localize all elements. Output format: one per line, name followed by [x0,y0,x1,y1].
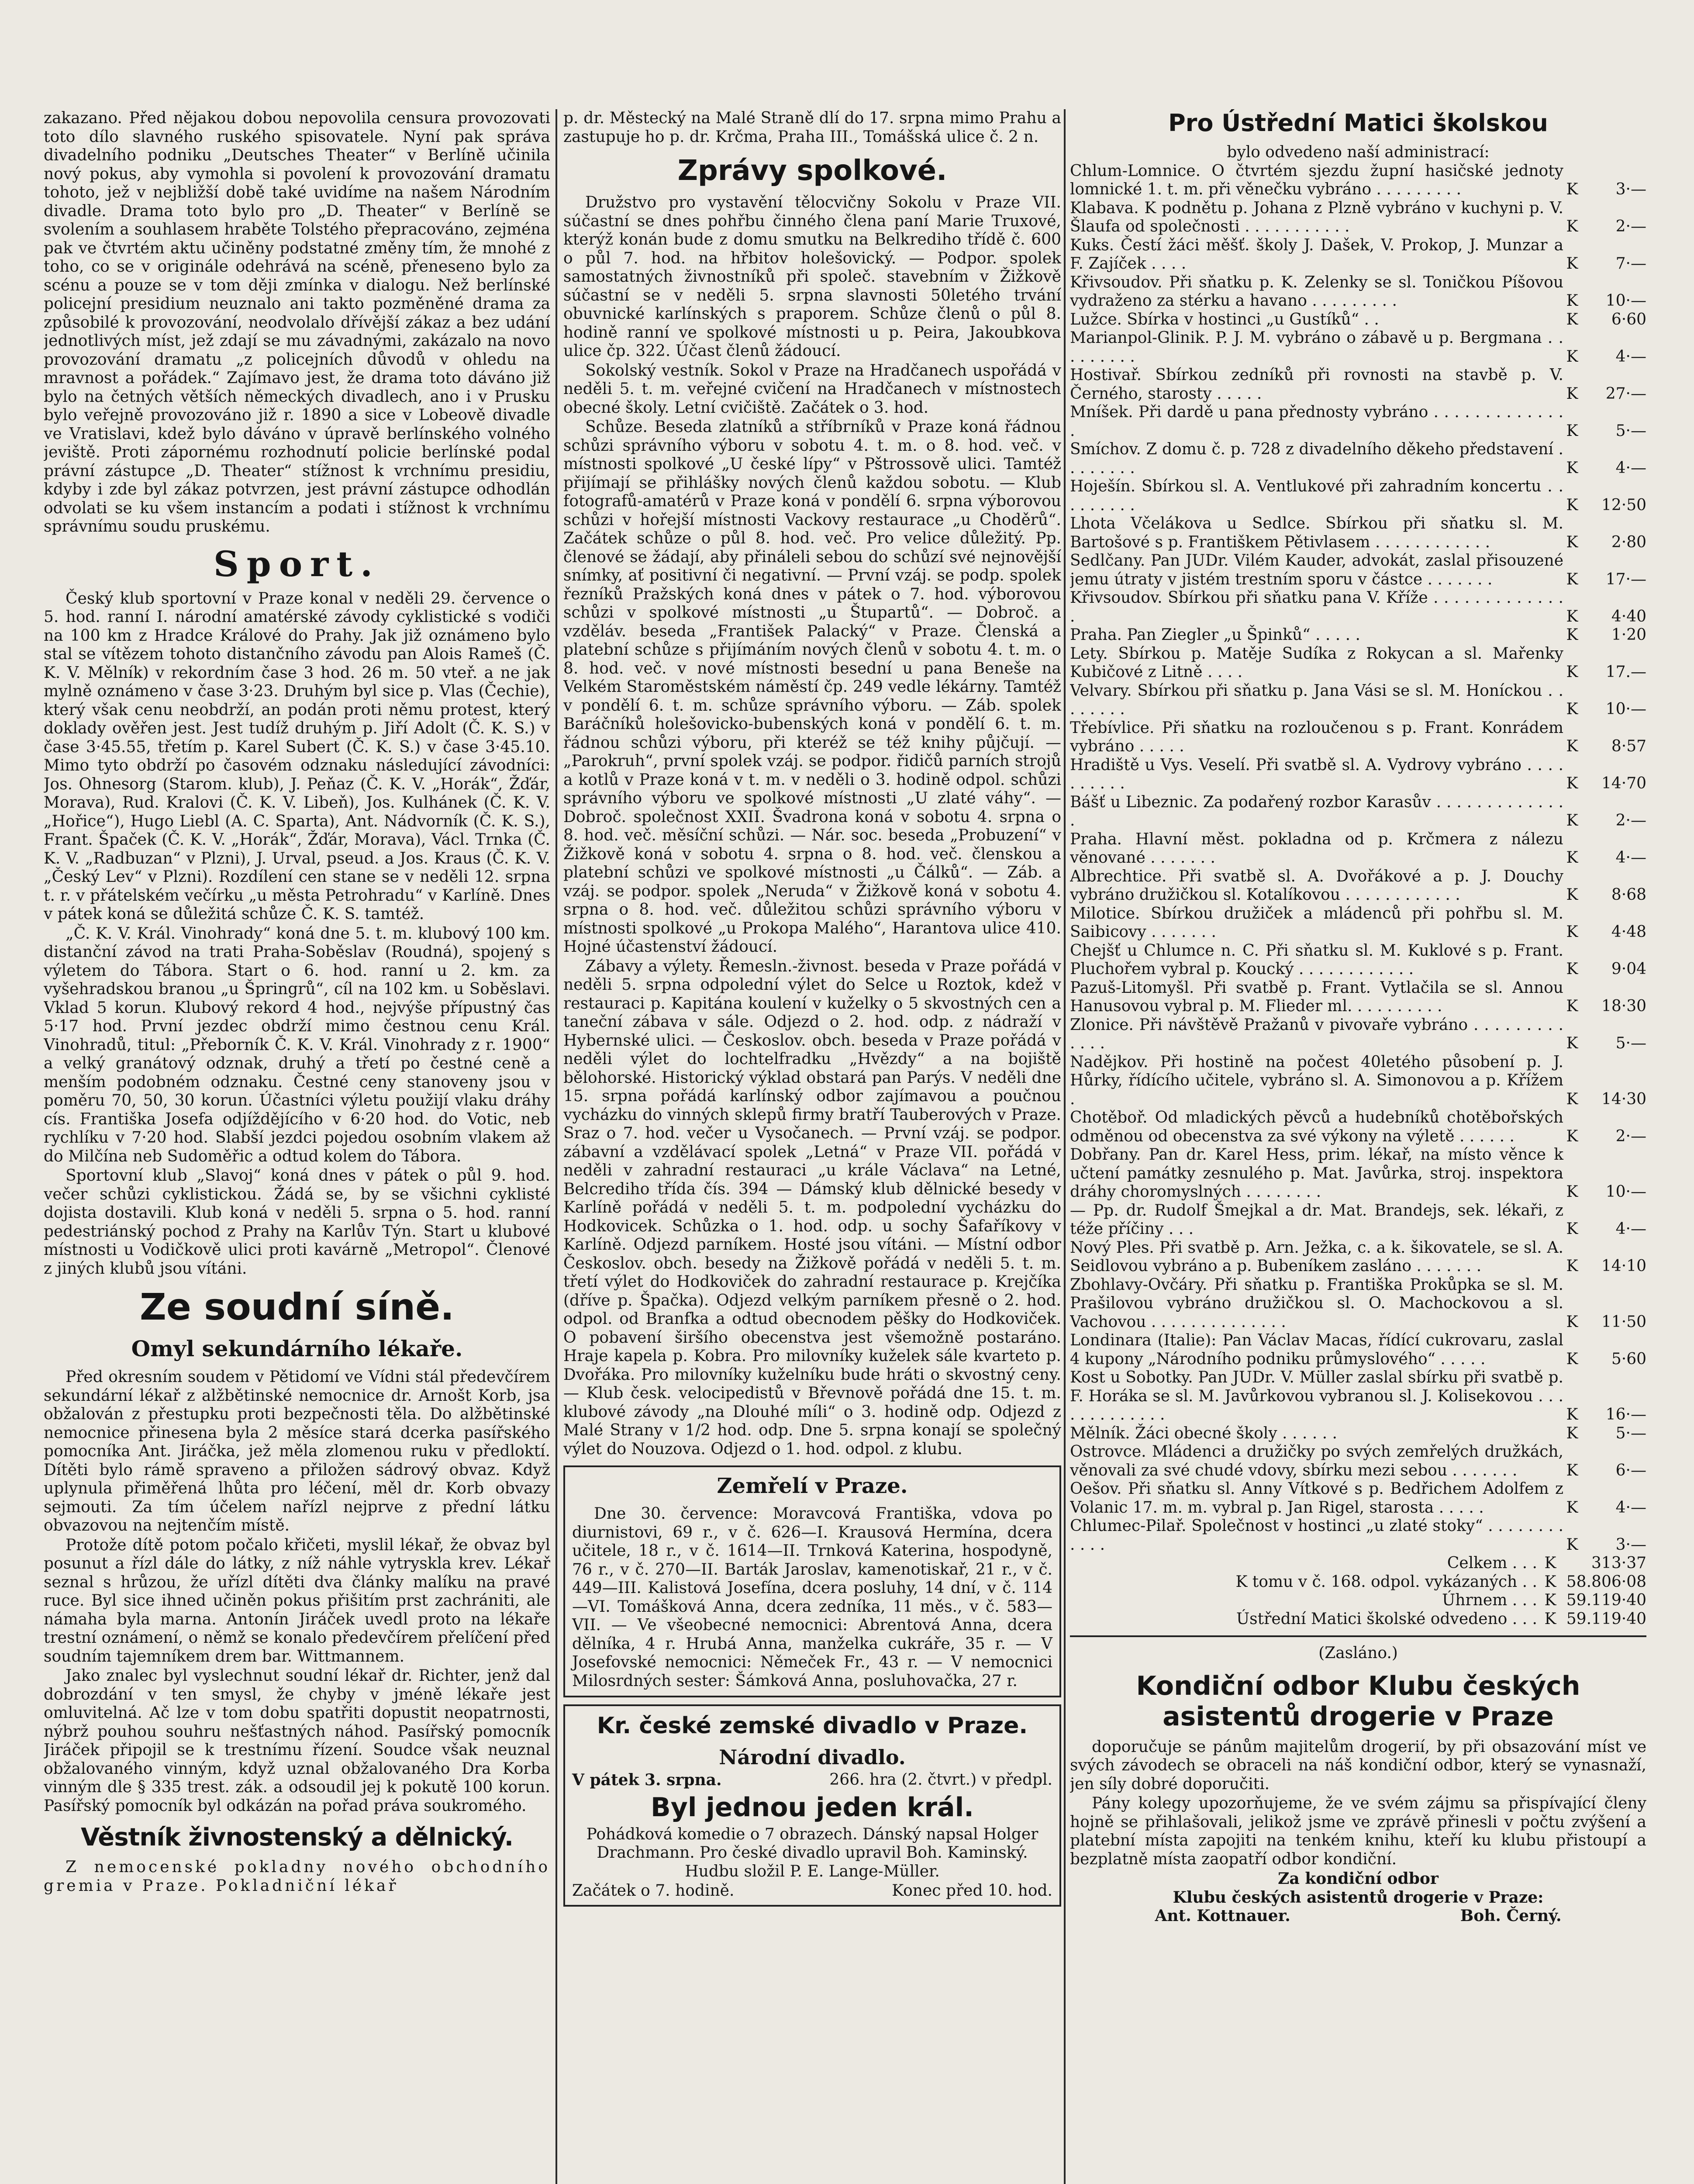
sport-paragraph-1: Český klub sportovní v Praze konal v neděli 29. července o 5. hod. ranní I. národní amatérské závody cyklistické s vodiči na 100 km z Hradce Králové do Prahy. Jak již oznámeno bylo stal se vítězem tohoto distančního závodu pan Alois Rameš (Č. K. V. Mělník) v rekordním čase 3 hod. 26 m. 50 vteř. a ne jak mylně oznámeno v čase 3·23. Druhým byl sice p. Vlas (Čechie), který však cenu neobdrží, an podán proti němu protest, který doklady ověřen jest. Jest tudíž druhým p. Jiří Adolt (Č. K. S.) v čase 3·45.55, třetím p. Karel Subert (Č. K. S.) v čase 3·45.10. Mimo tyto obdrží po časovém odznaku následující závodníci: Jos. Ohnesorg (Starom. klub), J. Peňaz (Č. K. V. „Horák“, Žďár, Morava), Rud. Kralovi (Č. K. V. Libeň), Jos. Kulhánek (Č. K. V. „Hořice“), Hugo Liebl (A. C. Sparta), Ant. Nádvorník (Č. K. S.), Frant. Špaček (Č. K. V. „Horák“, Žďár, Morava), Václ. Trnka (Č. K. V. „Radbuzan“ v Plzni), J. Urval, pseud. a Jos. Kraus (Č. K. V. „Český Lev“ v Plzni). Rozdílení cen stane se v neděli 12. srpna t. r. v přátelském večírku „u města Petrohradu“ v Karlíně. Dnes v pátek koná se důležitá schůze Č. K. S. tamtéž. [44,589,550,923]
donation-entry [1070,756,1646,793]
column-divider [1064,109,1066,2184]
currency-label: K [1566,1406,1578,1424]
donation-entry [1070,552,1646,589]
donation-text: Marianpol-Glinik. P. J. M. vybráno o zábavě u p. Bergmana . . . . . . . . . [1070,329,1563,366]
currency-label: K [1566,960,1578,978]
donation-amount: 2·— [1615,1127,1646,1145]
spolk-paragraph-4: Zábavy a výlety. Řemesln.-živnost. beseda v Praze pořádá v neděli 5. srpna odpolední výlet do Selce u Roztok, kdež v restauraci p. Kapitána koulení v kuželky o 5 skvostných cen a taneční zábava v sále. Odjezd o 2. hod. odp. z nádraží v Hybernské ulici. — Českoslov. obch. beseda v Praze pořádá v neděli výlet do lochtelfradku „Hvězdy“ a na bojiště bělohorské. Historický výklad obstará pan Parýs. V neděli dne 15. srpna pořádá karlínský odbor zajímavou a poučnou vycházku do vinných sklepů firmy bratří Tauberových v Praze. Sraz o 7. hod. večer u Vysočanech. — První vzáj. se podpor. zábavní a vzdělávací spolek „Letná“ v Praze VII. pořádá v neděli v zahradní restauraci „u krále Václava“ na Letné, Belcrediho třída čís. 394 — Dámský klub dělnické besedy v Karlíně pořádá v neděli 5. t. m. podpolední vycházku do Hodkovicek. Schůzka o 1. hod. odp. u sochy Šafaříkovy v Karlíně. Odjezd parníkem. Hosté jsou vítáni. — Místní odbor Českoslov. obch. besedy na Žižkově pořádá v neděli 5. t. m. třetí výlet do Hodkoviček do zahradní restaurace p. Krejčíka (dříve p. Špačka). Odjezd velkým parníkem přesně o 2. hod. odpol. od Branfka a odtud obecnodem pěšky do Hodkoviček. O pobavení širšího obecenstva jest všemožně postaráno. Hraje kapela p. Kobra. Pro milovníky kuželek sále kvarteto p. Dvořáka. Pro milovníky kuželníku bude hráti o skvostný ceny. — Klub česk. velocipedistů v Břevnově pořádá dne 15. t. m. klubové závody „na Dlouhé míli“ o 3. hodině odp. Odjezd z Malé Strany v 1/2 hod. odp. Dne 5. srpna konají se společný výlet do Nouzova. Odjezd o 1. hod. odpol. z klubu. [563,957,1061,1458]
donation-entry [1070,199,1646,236]
sport-heading: Sport. [213,543,381,584]
currency-label: K [1566,1127,1578,1145]
donation-text: Hostivař. Sbírkou zedníků při rovnosti na stavbě p. V. Černého, starosty . . . . . [1070,366,1563,403]
donation-entry [1070,329,1646,366]
currency-label: K [1566,1090,1578,1108]
sport-paragraph-2: „Č. K. V. Král. Vinohrady“ koná dne 5. t. m. klubový 100 km. distanční závod na trati Praha-Soběslav (Roudná), spojený s výletem do Tábora. Start o 6. hod. ranní u 2. km. za vyšehradskou branou „u Špringrů“, cíl na 102 km. u Soběslavi. Vklad 5 korun. Klubový rekord 4 hod., nejvýše přípustný čas 5·17 hod. První jezdec obdrží mimo čestnou cenu Král. Vinohradů, titul: „Přeborník Č. K. V. Král. Vinohrady z r. 1900“ a velký granátový odznak, druhý a třetí po čestné ceně a menším podobném odznaku. Čestné ceny stanoveny jsou v poměru 70, 50, 30 korun. Účastníci výletu použijí vlaku dráhy cís. Františka Josefa odjíždějícího v 6·20 hod. do Votic, neb rychlíku v 7·20 hod. Slabší jezdci pojedou osobním vlakem až do Milčína neb Sudoměřic a odtud kolem do Tábora. [44,924,550,1165]
kond-signer-2: Boh. Černý. [1460,1907,1562,1925]
total-row [1070,1591,1646,1610]
donation-entry [1070,867,1646,905]
theatre-subheading: Národní divadlo. [719,1745,906,1769]
donation-entry [1070,942,1646,979]
donation-amount: 18·30 [1601,997,1646,1015]
currency-label: K [1566,384,1578,403]
court-heading: Ze soudní síně. [139,1286,455,1328]
donation-text: Křivsoudov. Sbírkou při sňatku pana V. Kříže . . . . . . . . . . . . . . [1070,589,1563,625]
total-value: 58.806·08 [1566,1572,1646,1591]
currency-label: K [1544,1572,1556,1591]
donation-text: Smíchov. Z domu č. p. 728 z divadelního děkeho představení . . . . . . . . [1070,440,1563,477]
kond-signature-2: Klubu českých asistentů drogerie v Praze: [1173,1888,1544,1907]
currency-label: K [1566,1183,1578,1201]
donation-text: Lužce. Sbírka v hostinci „u Gustíků“ . . [1070,310,1379,328]
divider [1070,1635,1646,1637]
total-label: Celkem . . . [1447,1554,1537,1572]
kond-heading: Kondiční odbor Klubu českých asistentů drogerie v Praze [1136,1670,1580,1732]
donation-amount: 4·— [1615,459,1646,477]
donation-text: Mníšek. Při dardě u pana přednosty vybráno . . . . . . . . . . . . . . [1070,403,1563,440]
donation-entry [1070,403,1646,440]
donation-text: Klabava. K podnětu p. Johana z Plzně vybráno v kuchyni p. V. Šlaufa od společnosti . . . . . . . . . . . [1070,199,1563,235]
donation-text: Bášť u Libeznic. Za podařený rozbor Karasův . . . . . . . . . . . . . . [1070,793,1563,829]
donation-amount: 3·— [1615,1535,1646,1554]
donation-amount: 8·57 [1611,737,1646,755]
doctor-notice: p. dr. Městecký na Malé Straně dlí do 17. srpna mimo Prahu a zastupuje ho p. dr. Krčma, Praha III., Tomášská ulice č. 2 n. [563,109,1061,146]
donation-entry [1070,793,1646,830]
totals-block [1070,1554,1646,1628]
court-paragraph-3: Jako znalec byl vyslechnut soudní lékař dr. Richter, jenž dal dobrozdání v ten smysl, že chyby v jméně lékaře jest omluvitelná. Ač lze v tom dobu spatřiti dopustit neopatrnosti, nýbrž pouhou souhru nešťastných náhod. Pasířský pomocník Jiráček připojil se k trestnímu řízení. Soudce však neuznal obžalovaného vinným, když uznal obžalovaného Dra Korba vinným dle § 335 trest. zák. a odsoudil jej k pokutě 100 korun. Pasířský pomocník byl odkázán na pořad práva soukromého. [44,1667,550,1815]
donation-amount: 12·50 [1601,496,1646,514]
donation-text: Nadějkov. Při hostině na počest 40letého působení p. J. Hůrky, řídícího učitele, vybráno sl. A. Simonovou a p. Křížem . [1070,1053,1563,1108]
donation-entry [1070,905,1646,942]
donation-text: Hradiště u Vys. Veselí. Při svatbě sl. A. Vydrovy vybráno . . . . . . . . . . [1070,756,1563,792]
donation-amount: 11·50 [1601,1313,1646,1331]
donation-text: — Pp. dr. Rudolf Šmejkal a dr. Mat. Brandejs, sek. lékaři, z téže příčiny . . . [1070,1201,1563,1238]
column-right [1070,109,1646,2184]
donation-text: Chlumec-Pilař. Společnost v hostinci „u zlaté stoky“ . . . . . . . . . . . . [1070,1517,1563,1554]
total-value: 59.119·40 [1566,1610,1646,1628]
donation-amount: 4·40 [1611,607,1646,625]
total-value: 59.119·40 [1566,1591,1646,1609]
donation-amount: 14·70 [1601,774,1646,792]
total-label: Ústřední Matici školské odvedeno . . . [1236,1610,1537,1628]
donation-text: Třebívlice. Při sňatku na rozloučenou s p. Frant. Konrádem vybráno . . . . . [1070,719,1563,755]
donation-amount: 4·— [1615,1498,1646,1517]
donation-entry [1070,440,1646,477]
donation-amount: 3·— [1615,180,1646,198]
donation-amount: 4·48 [1611,923,1646,941]
donation-text: Kost u Sobotky. Pan JUDr. V. Müller zaslal sbírku při svatbě p. F. Horáka se sl. M. Javůrkovou vybranou sl. J. Kolisekovou . . . . . . . . . . . . . [1070,1368,1563,1424]
donation-amount: 27·— [1605,384,1646,403]
donation-text: Křivsoudov. Při sňatku p. K. Zelenky se sl. Toničkou Píšovou vydraženo za stérku a havano . . . . . . . . . [1070,273,1563,310]
donation-amount: 14·30 [1601,1090,1646,1108]
donation-entry [1070,273,1646,311]
donation-entry [1070,311,1646,329]
donation-entry [1070,1517,1646,1554]
donation-amount: 9·04 [1611,960,1646,978]
donation-amount: 4·— [1615,849,1646,867]
currency-label: K [1566,496,1578,514]
currency-label: K [1566,923,1578,941]
donation-list [1070,162,1646,1555]
donation-entry [1070,1016,1646,1053]
theatre-date: V pátek 3. srpna. [572,1771,722,1789]
donation-entry [1070,515,1646,552]
currency-label: K [1544,1554,1556,1572]
column-left [44,109,550,2184]
currency-label: K [1566,1257,1578,1275]
donation-amount: 10·— [1605,292,1646,310]
donation-amount: 6·— [1615,1461,1646,1479]
play-title: Byl jednou jeden král. [651,1792,974,1823]
donation-text: Kuks. Čestí žáci měšť. školy J. Dašek, V. Prokop, J. Munzar a F. Zajíček . . . . [1070,236,1563,273]
donation-text: Sedlčany. Pan JUDr. Vilém Kauder, advokát, zaslal přisouzené jemu útraty v jistém trestním sporu v částce . . . . . . . [1070,552,1563,588]
deaths-text: Dne 30. července: Moravcová Františka, vdova po diurnistovi, 69 r., v č. 626—I. Krausová Hermína, dcera učitele, 18 r., v č. 1614—II. Trnková Katerina, hospodyně, 76 r., v č. 270—II. Barták Jaroslav, kamenotiskař, 21 r., v č. 449—III. Kalistová Josefína, dcera posluhy, 14 dní, v č. 114—VI. Tomášková Anna, dcera zedníka, 11 měs., v č. 583—VII. — Ve všeobecné nemocnici: Abrentová Anna, dcera dělníka, 4 r. Hrubá Anna, manželka cukráře, 35 r. — V Josefovské nemocnici: Němeček Fr., 43 r. — V nemocnici Milosrdných sester: Šámková Anna, posluhovačka, 27 r. [572,1505,1052,1690]
total-label: K tomu v č. 168. odpol. vykázaných . . [1235,1572,1537,1591]
currency-label: K [1566,849,1578,867]
currency-label: K [1566,812,1578,829]
donation-text: Milotice. Sbírkou družiček a mládenců při pohřbu sl. M. Saibicovy . . . . . . . [1070,904,1563,941]
play-start: Začátek o 7. hodině. [572,1882,735,1900]
total-row [1070,1610,1646,1629]
donation-text: Mělník. Žáci obecné školy . . . . . . [1070,1424,1337,1442]
donation-text: Praha. Hlavní měst. pokladna od p. Krčmera z nálezu věnované . . . . . . . [1070,830,1563,867]
donation-amount: 4·— [1615,347,1646,366]
donation-amount: 5·— [1615,422,1646,440]
currency-label: K [1566,1350,1578,1368]
donation-text: Chejšť u Chlumce n. C. Při sňatku sl. M. Kuklové s p. Frant. Pluchořem vybral p. Koucký . . . . . . . . . . . . [1070,941,1563,978]
donation-text: Zlonice. Při návštěvě Pražanů v pivovaře vybráno . . . . . . . . . . . . . [1070,1016,1563,1052]
donation-entry [1070,1239,1646,1276]
donation-entry [1070,979,1646,1016]
play-description: Pohádková komedie o 7 obrazech. Dánský napsal Holger Drachmann. Pro české divadlo upravil Boh. Kaminský. Hudbu složil P. E. Lange-Müller. [586,1825,1038,1880]
court-subheading: Omyl sekundárního lékaře. [131,1336,463,1362]
donation-amount: 7·— [1615,255,1646,273]
play-times [572,1882,1052,1901]
donation-amount: 2·— [1615,218,1646,235]
donation-entry [1070,1331,1646,1368]
currency-label: K [1566,607,1578,625]
donation-entry [1070,589,1646,626]
currency-label: K [1566,570,1578,588]
deaths-box [563,1465,1061,1697]
spolk-heading: Zprávy spolkové. [677,155,947,187]
theatre-box [563,1704,1061,1907]
donation-entry [1070,682,1646,719]
donation-entry [1070,162,1646,199]
donation-entry [1070,830,1646,867]
donation-text: Velvary. Sbírkou při sňatku p. Jana Vási se sl. M. Honíckou . . . . . . . . [1070,681,1563,718]
donation-text: Hoješín. Sbírkou sl. A. Ventlukové při zahradním koncertu . . . . . . . . . [1070,477,1563,514]
spolk-paragraph-1: Družstvo pro vystavění tělocvičny Sokolu v Praze VII. súčastní se dnes pohřbu činného člena paní Marie Truxové, kterýž konán bude z domu smutku na Belkrediho třídě č. 600 o půl 7. hod. na hřbitov holešovický. — Podpor. spolek samostatných živnostníků při společ. stavebním v Žižkově súčastní se v neděli 5. srpna slavnosti 50letého trvání obuvnické karlínských s praporem. Schůze členů o půl 8. hodině ranní ve spolkové místnosti u p. Peira, Jakoubkova ulice čp. 322. Účast členů žádoucí. [563,194,1061,360]
donation-entry [1070,1202,1646,1239]
donation-text: Ostrovce. Mládenci a družičky po svých zemřelých družkách, věnovali za své chudé vdovy, sbírku mezi sebou . . . . . . . [1070,1443,1563,1479]
censorship-article: zakazano. Před nějakou dobou nepovolila censura provozovati toto dílo slavného ruského spisovatele. Nyní pak správa divadelního podniku „Deutsches Theater“ v Berlíně učinila nový pokus, aby vymohla si povolení k provozování dramatu tohoto, jež v nejbližší době také uvidíme na našem Národním divadle. Drama toto bylo pro „D. Theater“ v Berlíně se svolením a souhlasem hraběte Tolstého přepracováno, zejména pak ve čtvrtém aktu učiněny podstatné změny tím, že mnohé z toho, co se v originále odehrává na scéně, přeneseno bylo za scénu a pouze se v tom ději zmínka v dialogu. Než berlínské policejní presidium neuznalo ani takto pozměněné drama za způsobilé k provozování, neodvolalo dřívější zákaz a bez udání jednotlivých míst, jež zdají se mu závadnými, zakázalo na novo provozování dramatu „z policejních důvodů v ohledu na mravnost a pořádek.“ Zajímavo jest, že drama toto dáváno již bylo na četných větších německých divadlech, ano i v Prusku bylo veřejně provozováno již r. 1890 a sice v Lobeově divadle ve Vratislavi, kdež bylo dáváno v úpravě berlínského volného jeviště. Proti zápornému rozhodnutí policie berlínské podal právní zástupce „D. Theater“ stížnost k vrchnímu presidiu, kdyby i zde byl zákaz potvrzen, jest právní zástupce odhodlán odvolati se ku všem instancím a podati i stížnost k vrchnímu správnímu soudu pruskému. [44,109,550,536]
court-paragraph-1: Před okresním soudem v Pětidomí ve Vídni stál předevčírem sekundární lékař z alžbětinské nemocnice dr. Arnošt Korb, jsa obžalován z přestupku proti bezpečnosti těla. Do alžbětinské nemocnice přinesena byla 2 měsíce stará dcerka pasířského pomocníka Ant. Jiráčka, jež měla zlomenou ruku v předloktí. Dítěti bylo rámě spraveno a přiložen sádrový obvaz. Když uplynula přiměřená lhůta pro léčení, měl dr. Korb obvazy sejmouti. Za tím účelem nařízl nejprve z přední látku obvazovou na nejtenčím místě. [44,1368,550,1534]
donation-text: Pazuš-Litomyšl. Při svatbě p. Frant. Vytlačila se sl. Annou Hanusovou vybral p. M. Flieder ml. . . . . . . . . . [1070,978,1563,1015]
donation-entry [1070,1109,1646,1146]
currency-label: K [1566,1461,1578,1479]
kond-signer-1: Ant. Kottnauer. [1155,1907,1290,1925]
donation-text: Lety. Sbírkou p. Matěje Sudíka z Rokycan a sl. Mařenky Kubičové z Litně . . . . [1070,644,1563,681]
donation-entry [1070,719,1646,756]
currency-label: K [1566,533,1578,551]
donation-text: Lhota Včelákova u Sedlce. Sbírkou při sňatku sl. M. Bartošové s p. Františkem Pětivlasem . . . . . . . . . . . . [1070,515,1563,551]
currency-label: K [1566,886,1578,904]
currency-label: K [1566,626,1578,644]
donation-entry [1070,1276,1646,1332]
vestnik-paragraph: Z nemocenské pokladny nového obchodního gremia v Praze. Pokladniční lékař [44,1858,550,1895]
donation-text: Praha. Pan Ziegler „u Špinků“ . . . . . [1070,626,1360,644]
donation-entry [1070,645,1646,682]
currency-label: K [1566,347,1578,366]
donation-entry [1070,1480,1646,1517]
donation-entry [1070,1368,1646,1424]
donation-text: Chlum-Lomnice. O čtvrtém sjezdu župní hasičské jednoty lomnické 1. t. m. při věnečku vybráno . . . . . . . . . [1070,162,1563,198]
play-end: Konec před 10. hod. [892,1882,1052,1900]
donation-text: Albrechtice. Při svatbě sl. A. Dvořákové a p. J. Douchy vybráno družičkou sl. Kotalíkovou . . . . . . . . . . . . [1070,867,1563,904]
kond-signature-names [1070,1907,1646,1925]
theatre-heading: Kr. české zemské divadlo v Praze. [597,1713,1028,1739]
total-row [1070,1554,1646,1573]
theatre-performance-number: 266. hra (2. čtvrt.) v předpl. [829,1771,1052,1789]
donation-amount: 8·68 [1611,886,1646,904]
donation-amount: 10·— [1605,700,1646,718]
donation-amount: 10·— [1605,1183,1646,1201]
total-label: Úhrnem . . . [1442,1591,1537,1609]
court-paragraph-2: Protože dítě potom počalo křičeti, myslil lékař, že obvaz byl posunut a řízl dále do látky, z níž náhle vytryskla krev. Lékař seznal s hrůzou, že uřízl dítěti dva články malíku na pravé ruce. Byl sice ihned učiněn pokus přišitím prst zachrániti, ale námaha byla marna. Antonín Jiráček uvedl proto na lékaře trestní oznámení, o němž se konalo předevčírem přelíčení před soudním tajemníkem drem bar. Wittmannem. [44,1536,550,1666]
currency-label: K [1566,1498,1578,1517]
donation-amount: 5·— [1615,1424,1646,1442]
donation-amount: 14·10 [1601,1257,1646,1275]
currency-label: K [1566,1034,1578,1052]
donation-text: Oešov. Při sňatku sl. Anny Vítkové s p. Bedřichem Adolfem z Volanic 17. m. m. vybral p. Jan Rigel, starosta . . . . . [1070,1480,1563,1517]
column-divider [555,109,557,2184]
donation-entry [1070,1053,1646,1109]
currency-label: K [1566,1313,1578,1331]
donation-amount: 17·— [1605,570,1646,588]
donation-text: Londinara (Italie): Pan Václav Macas, řídící cukrovaru, zaslal 4 kupony „Národního podniku průmyslového“ . . . . . [1070,1331,1563,1368]
currency-label: K [1566,1424,1578,1442]
donation-amount: 6·60 [1611,310,1646,328]
donation-amount: 17.— [1605,663,1646,681]
currency-label: K [1566,180,1578,198]
currency-label: K [1566,1220,1578,1238]
donation-entry [1070,626,1646,645]
donation-amount: 5·— [1615,1034,1646,1052]
donation-entry [1070,477,1646,515]
donation-entry [1070,1146,1646,1202]
currency-label: K [1566,663,1578,681]
donation-amount: 1·20 [1611,626,1646,644]
donation-entry [1070,1443,1646,1480]
total-value: 313·37 [1591,1554,1646,1572]
currency-label: K [1566,700,1578,718]
kond-signature-1: Za kondiční odbor [1278,1870,1439,1888]
donation-amount: 2·80 [1611,533,1646,551]
currency-label: K [1566,310,1578,328]
currency-label: K [1566,459,1578,477]
column-middle [563,109,1061,2184]
currency-label: K [1566,292,1578,310]
donation-text: Zbohlavy-Ovčáry. Při sňatku p. Františka Prokůpka se sl. M. Prašilovou vybráno družičkou sl. O. Machockovou a sl. Vachovou . . . . . . . . . . . . . . [1070,1275,1563,1331]
donation-amount: 2·— [1615,812,1646,829]
donation-amount: 4·— [1615,1220,1646,1238]
currency-label: K [1566,1535,1578,1554]
currency-label: K [1566,737,1578,755]
theatre-date-row [572,1771,1052,1790]
donation-text: Chotěboř. Od mladických pěvců a hudebníků chotěbořských odměnou od obecenstva za své výkony na výletě . . . . . . [1070,1109,1563,1145]
kond-paragraph-1: doporučuje se pánům majitelům drogerií, by při obsazování míst ve svých závodech se obraceli na náš kondiční odbor, který se vynasnaží, jen síly dobré doporučiti. [1070,1738,1646,1793]
sport-paragraph-3: Sportovní klub „Slavoj“ koná dnes v pátek o půl 9. hod. večer schůzi cyklistickou. Žádá se, by se všichni cyklisté dojista dostavili. Klub koná v neděli 5. srpna o 5. hod. ranní pedestriánský pochod z Prahy na Karlův Týn. Start u klubové místnosti u Vodičkově ulici proti kavárně „Metropol“. Členové z jiných klubů jsou vítáni. [44,1167,550,1278]
currency-label: K [1566,218,1578,235]
zaslano-label: (Zasláno.) [1318,1644,1398,1662]
currency-label: K [1544,1591,1556,1609]
currency-label: K [1544,1610,1556,1628]
currency-label: K [1566,997,1578,1015]
deaths-heading: Zemřelí v Praze. [717,1474,908,1498]
donation-amount: 16·— [1605,1406,1646,1424]
donation-text: Nový Ples. Při svatbě p. Arn. Ježka, c. a k. šikovatele, se sl. A. Seidlovou vybráno a p. Bubeníkem zasláno . . . . . . . [1070,1238,1563,1275]
donation-entry [1070,366,1646,403]
currency-label: K [1566,255,1578,273]
donation-entry [1070,236,1646,273]
spolk-paragraph-3: Schůze. Beseda zlatníků a stříbrníků v Praze koná řádnou schůzi správního výboru v sobotu 4. t. m. o 8. hod. več. v místnosti spolkové „U české lípy“ v Pštrossově ulici. Tamtéž přijímají se přihlášky nových členů každou sobotu. — Klub fotografů-amatérů v Praze koná v pondělí 6. srpna výborovou schůzi v hořejší místnosti Vackovy restaurace „u Choděrů“. Začátek schůze o půl 8. hod. več. Pro velice důležitý. Pp. členové se žádají, aby přináleli sebou do schůzí své nejnovější snímky, ať positivní či negativní. — První vzáj. se podp. spolek řezníků Pražských koná dnes v pátek o 7. hod. výborovou schůzi v spolkové místnosti „u Štupartů“. — Dobroč. a vzděláv. beseda „František Palacký“ v Praze. Členská a platební schůze s přijímáním nových členů v sobotu 4. t. m. o 8. hod. več. v nové místnosti besední u pana Beneše na Velkém Staroměstském náměstí čp. 249 vedle lékárny. Tamtéž v pondělí 6. t. m. schůze správního výboru. — Záb. spolek Baráčníků holešovicko-bubenských koná v pondělí 6. t. m. řádnou schůzi výboru, při kteréž se též knihy půjčují. — „Parokruh“, první spolek vzáj. se podpor. řidičů parních strojů a kotlů v Praze koná v t. m. v neděli o 3. hodině odpol. schůzi správního výboru ve spolkové místnosti „U zlaté váhy“. — Dobroč. společnost XXII. Švadrona koná v sobotu 4. srpna o 8. hod. več. měsíční schůzi. — Nár. soc. beseda „Probuzení“ v Žižkově koná v sobotu 4. srpna o 8. hod. več. členskou a platební schůzi ve spolkové místnosti „u Čálků“. — Záb. a vzáj. se podpor. spolek „Neruda“ v Žižkově koná v sobotu 4. srpna o 8. hod. več. důležitou schůzi správního výboru v místnosti spolkové „u Prokopa Malého“, Harantova ulice 410. Hojné účastenství žádoucí. [563,418,1061,956]
currency-label: K [1566,422,1578,440]
donation-entry [1070,1424,1646,1443]
donation-text: Dobřany. Pan dr. Karel Hess, prim. lékař, na místo věnce k učtení památky zesnulého p. Mat. Javůrka, stroj. inspektora dráhy choromyslných . . . . . . . . [1070,1146,1563,1201]
matice-heading: Pro Ústřední Matici školskou [1168,109,1548,137]
kond-paragraph-2: Pány kolegy upozorňujeme, že ve svém zájmu sa přispívající členy hojně se přihlašovali, jelikož jsme ve zprávě přinesli v počtu zvýšení a platební místa zapojiti na tenkém knihu, kteří ku klubu přistoupí a bezplatně místa zaopatří odbor kondiční. [1070,1794,1646,1868]
spolk-paragraph-2: Sokolský vestník. Sokol v Praze na Hradčanech uspořádá v neděli 5. t. m. veřejné cvičení na Hradčanech v místnostech obecné školy. Letní cvičiště. Začátek o 3. hod. [563,361,1061,417]
matice-subheading: bylo odvedeno naší administrací: [1227,143,1490,161]
donation-amount: 5·60 [1611,1350,1646,1368]
total-row [1070,1573,1646,1592]
currency-label: K [1566,774,1578,792]
vestnik-heading: Věstník živnostenský a dělnický. [81,1823,513,1852]
